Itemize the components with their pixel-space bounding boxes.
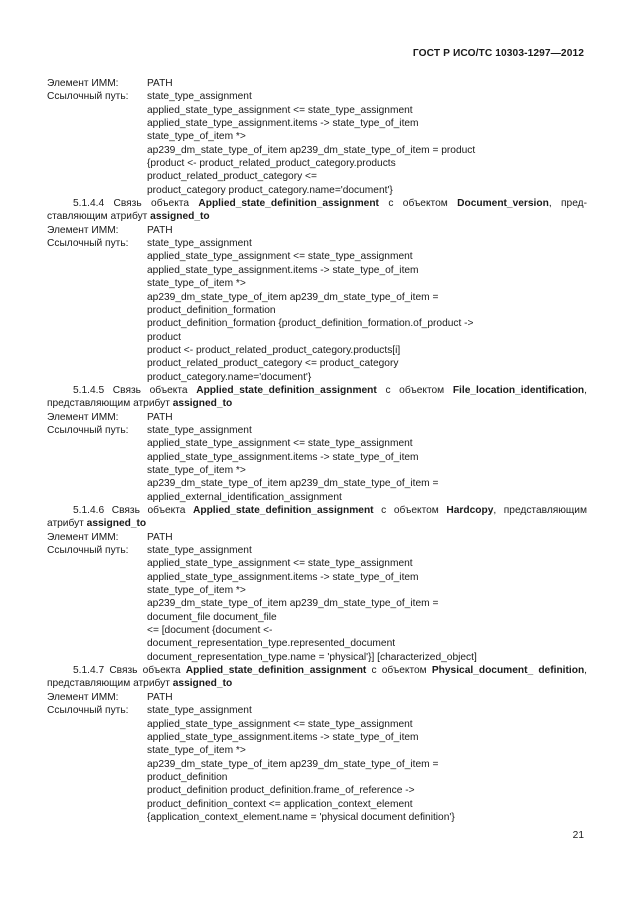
section-heading: 5.1.4.4 Связь объекта Applied_state_definition_assignment с объектом Document_version, пред-ставляющим атрибут assigned_to: [47, 198, 587, 223]
path-line: applied_state_type_assignment.items -> state_type_of_item: [147, 731, 419, 743]
ref-label: Ссылочный путь:: [47, 424, 129, 436]
imm-value: PATH: [147, 78, 173, 89]
path-line: product_category product_category.name='document'}: [147, 184, 393, 196]
path-line: applied_external_identification_assignment: [147, 491, 342, 503]
path-line: product_definition_formation: [147, 304, 276, 316]
path-line: product <- product_related_product_category.products[i]: [147, 344, 401, 356]
ref-label: Ссылочный путь:: [47, 91, 129, 103]
ref-label: Ссылочный путь:: [47, 238, 129, 250]
path-line: applied_state_type_assignment <= state_type_assignment: [147, 251, 413, 263]
path-line: applied_state_type_assignment.items -> state_type_of_item: [147, 118, 419, 130]
path-line: state_type_of_item *>: [147, 464, 246, 476]
imm-value: PATH: [147, 691, 173, 703]
mapping-block: [47, 197, 587, 384]
path-line: {product <- product_related_product_category.products: [147, 158, 396, 170]
path-line: product_definition_context <= application_context_element: [147, 798, 413, 810]
path-line: product_definition product_definition.frame_of_reference ->: [147, 785, 415, 797]
path-line: applied_state_type_assignment.items -> state_type_of_item: [147, 571, 419, 583]
path-line: applied_state_type_assignment <= state_type_assignment: [147, 438, 413, 450]
ref-label: Ссылочный путь:: [47, 705, 129, 717]
path-line: document_file document_file: [147, 611, 277, 623]
mapping-block: [47, 384, 587, 504]
path-line: applied_state_type_assignment <= state_type_assignment: [147, 558, 413, 570]
page-number: 21: [572, 830, 584, 841]
path-line: ap239_dm_state_type_of_item ap239_dm_state_type_of_item =: [147, 758, 439, 770]
document-body: [47, 77, 587, 824]
path-line: <= [document {document <-: [147, 625, 273, 637]
path-line: ap239_dm_state_type_of_item ap239_dm_state_type_of_item =: [147, 478, 439, 490]
path-line: state_type_assignment: [147, 91, 252, 103]
ref-label: Ссылочный путь:: [47, 545, 129, 557]
path-line: state_type_assignment: [147, 545, 252, 557]
imm-label: Элемент ИММ:: [47, 691, 119, 703]
path-line: state_type_of_item *>: [147, 745, 246, 757]
path-line: product_category.name='document'}: [147, 371, 312, 383]
path-line: document_representation_type.name = 'physical'}] [characterized_object]: [147, 651, 477, 663]
imm-label: Элемент ИММ:: [47, 411, 119, 423]
section-heading: 5.1.4.7 Связь объекта Applied_state_definition_assignment с объектом Physical_document_ definition, представляющим атрибут assigned_to: [47, 665, 588, 690]
document-header: ГОСТ Р ИСО/ТС 10303-1297—2012: [412, 48, 584, 59]
path-line: state_type_assignment: [147, 705, 252, 717]
mapping-block: [47, 504, 587, 664]
imm-label: Элемент ИММ:: [47, 224, 119, 236]
imm-value: PATH: [147, 531, 173, 543]
path-line: product_related_product_category <=: [147, 171, 317, 183]
path-line: state_type_of_item *>: [147, 585, 246, 597]
path-line: product_related_product_category <= product_category: [147, 358, 399, 370]
section-heading: 5.1.4.6 Связь объекта Applied_state_definition_assignment с объектом Hardcopy, представляющим атрибут assigned_to: [47, 505, 588, 530]
mapping-block: [47, 664, 587, 824]
path-line: applied_state_type_assignment.items -> state_type_of_item: [147, 264, 419, 276]
path-line: {application_context_element.name = 'physical document definition'}: [147, 811, 455, 823]
section-heading: 5.1.4.5 Связь объекта Applied_state_definition_assignment с объектом File_location_identification, представляющим атрибут assigned_to: [47, 384, 587, 410]
imm-label: Элемент ИММ:: [47, 78, 119, 89]
mapping-block: [47, 77, 587, 197]
path-line: applied_state_type_assignment <= state_type_assignment: [147, 104, 413, 116]
path-line: product_definition_formation {product_definition_formation.of_product ->: [147, 318, 474, 330]
path-line: product_definition: [147, 771, 228, 783]
imm-value: PATH: [147, 411, 173, 423]
imm-label: Элемент ИММ:: [47, 531, 119, 543]
path-line: applied_state_type_assignment.items -> state_type_of_item: [147, 451, 419, 463]
path-line: state_type_assignment: [147, 424, 252, 436]
path-line: state_type_of_item *>: [147, 278, 246, 290]
path-line: product: [147, 331, 181, 343]
path-line: document_representation_type.represented_document: [147, 638, 396, 650]
path-line: ap239_dm_state_type_of_item ap239_dm_state_type_of_item =: [147, 291, 439, 303]
path-line: ap239_dm_state_type_of_item ap239_dm_state_type_of_item =: [147, 598, 439, 610]
path-line: ap239_dm_state_type_of_item ap239_dm_state_type_of_item = product: [147, 144, 476, 156]
imm-value: PATH: [147, 224, 173, 236]
path-line: state_type_assignment: [147, 238, 252, 250]
path-line: state_type_of_item *>: [147, 131, 246, 143]
path-line: applied_state_type_assignment <= state_type_assignment: [147, 718, 413, 730]
